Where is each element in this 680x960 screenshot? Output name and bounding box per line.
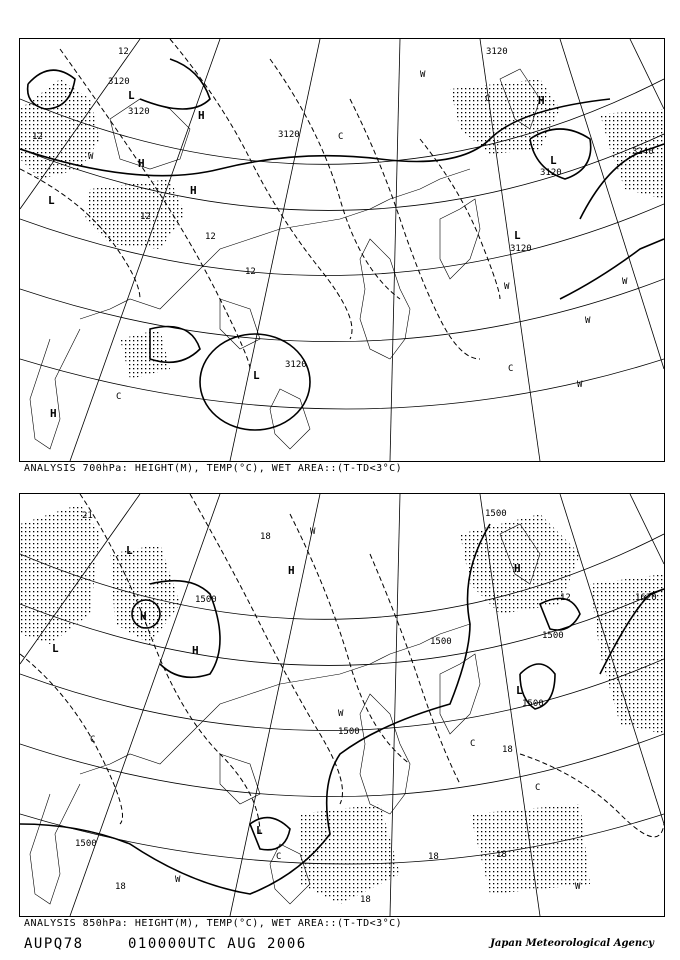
contour-label: 3120 xyxy=(108,77,130,87)
high-center-mark: H xyxy=(190,184,197,197)
isotherm-label: 18 xyxy=(360,895,371,905)
map-panel-850hpa xyxy=(19,493,665,917)
isotherm-label: 12 xyxy=(32,132,43,142)
low-center-mark: L xyxy=(52,642,59,655)
valid-time: 010000UTC AUG 2006 xyxy=(128,936,307,952)
map-panel-700hpa xyxy=(19,38,665,462)
high-center-mark: H xyxy=(514,562,521,575)
warm-mark: W xyxy=(310,527,316,537)
low-center-mark: L xyxy=(550,154,557,167)
caption-700hpa: ANALYSIS 700hPa: HEIGHT(M), TEMP(°C), WET AREA::(T-TD<3°C) xyxy=(24,463,403,474)
contour-label: 1500 xyxy=(522,699,544,709)
contour-label: 1620 xyxy=(635,593,657,603)
chart-id: AUPQ78 xyxy=(24,936,84,952)
cold-mark: C xyxy=(276,852,282,862)
warm-mark: W xyxy=(420,70,426,80)
high-center-mark: H xyxy=(288,564,295,577)
contour-label: 3120 xyxy=(486,47,508,57)
high-center-mark: H xyxy=(50,407,57,420)
contour-label: 3120 xyxy=(278,130,300,140)
isotherm-label: 18 xyxy=(260,532,271,542)
warm-mark: W xyxy=(577,380,583,390)
high-center-mark: H xyxy=(140,610,147,623)
contour-label: 3120 xyxy=(540,168,562,178)
isotherm-label: 12 xyxy=(560,593,571,603)
map-700hpa-canvas xyxy=(20,39,664,461)
warm-mark: W xyxy=(622,277,628,287)
map-850hpa-canvas xyxy=(20,494,664,916)
low-center-mark: L xyxy=(126,544,133,557)
contour-label: 3240 xyxy=(632,147,654,157)
contour-label: 1500 xyxy=(430,637,452,647)
coastline xyxy=(30,524,540,904)
isotherm-label: 12 xyxy=(118,47,129,57)
warm-mark: W xyxy=(585,316,591,326)
contour-label: 1500 xyxy=(195,595,217,605)
isotherm-label: 18 xyxy=(496,850,507,860)
low-center-mark: L xyxy=(514,229,521,242)
contour-label: 3120 xyxy=(128,107,150,117)
caption-850hpa: ANALYSIS 850hPa: HEIGHT(M), TEMP(°C), WET AREA::(T-TD<3°C) xyxy=(24,918,403,929)
cold-mark: C xyxy=(535,783,541,793)
isotherm-label: 12 xyxy=(205,232,216,242)
isotherm-label: 18 xyxy=(502,745,513,755)
low-center-mark: L xyxy=(253,369,260,382)
warm-mark: W xyxy=(88,152,94,162)
warm-mark: W xyxy=(575,882,581,892)
contour-label: 1500 xyxy=(338,727,360,737)
warm-mark: W xyxy=(175,875,181,885)
low-center-mark: L xyxy=(516,684,523,697)
warm-mark: W xyxy=(504,282,510,292)
contour-label: 1500 xyxy=(542,631,564,641)
cold-mark: C xyxy=(116,392,122,402)
isotherm-label: 12 xyxy=(245,267,256,277)
isotherm-label: 18 xyxy=(428,852,439,862)
high-center-mark: H xyxy=(198,109,205,122)
low-center-mark: L xyxy=(256,824,263,837)
isotherm-label: 18 xyxy=(115,882,126,892)
low-center-mark: L xyxy=(128,89,135,102)
high-center-mark: H xyxy=(192,644,199,657)
contour-label: 3120 xyxy=(510,244,532,254)
agency-credit: Japan Meteorological Agency xyxy=(490,938,654,949)
low-center-mark: L xyxy=(48,194,55,207)
isotherm-label: 21 xyxy=(82,511,93,521)
cold-mark: C xyxy=(338,132,344,142)
cold-mark: C xyxy=(470,739,476,749)
cold-mark: C xyxy=(485,94,491,104)
high-center-mark: H xyxy=(138,157,145,170)
contour-label: 3120 xyxy=(285,360,307,370)
cold-mark: C xyxy=(90,735,96,745)
isotherm-label: 12 xyxy=(140,212,151,222)
cold-mark: C xyxy=(508,364,514,374)
warm-mark: W xyxy=(338,709,344,719)
contour-label: 1500 xyxy=(75,839,97,849)
high-center-mark: H xyxy=(538,94,545,107)
wet-area-stipple xyxy=(20,79,664,379)
contour-label: 1500 xyxy=(485,509,507,519)
